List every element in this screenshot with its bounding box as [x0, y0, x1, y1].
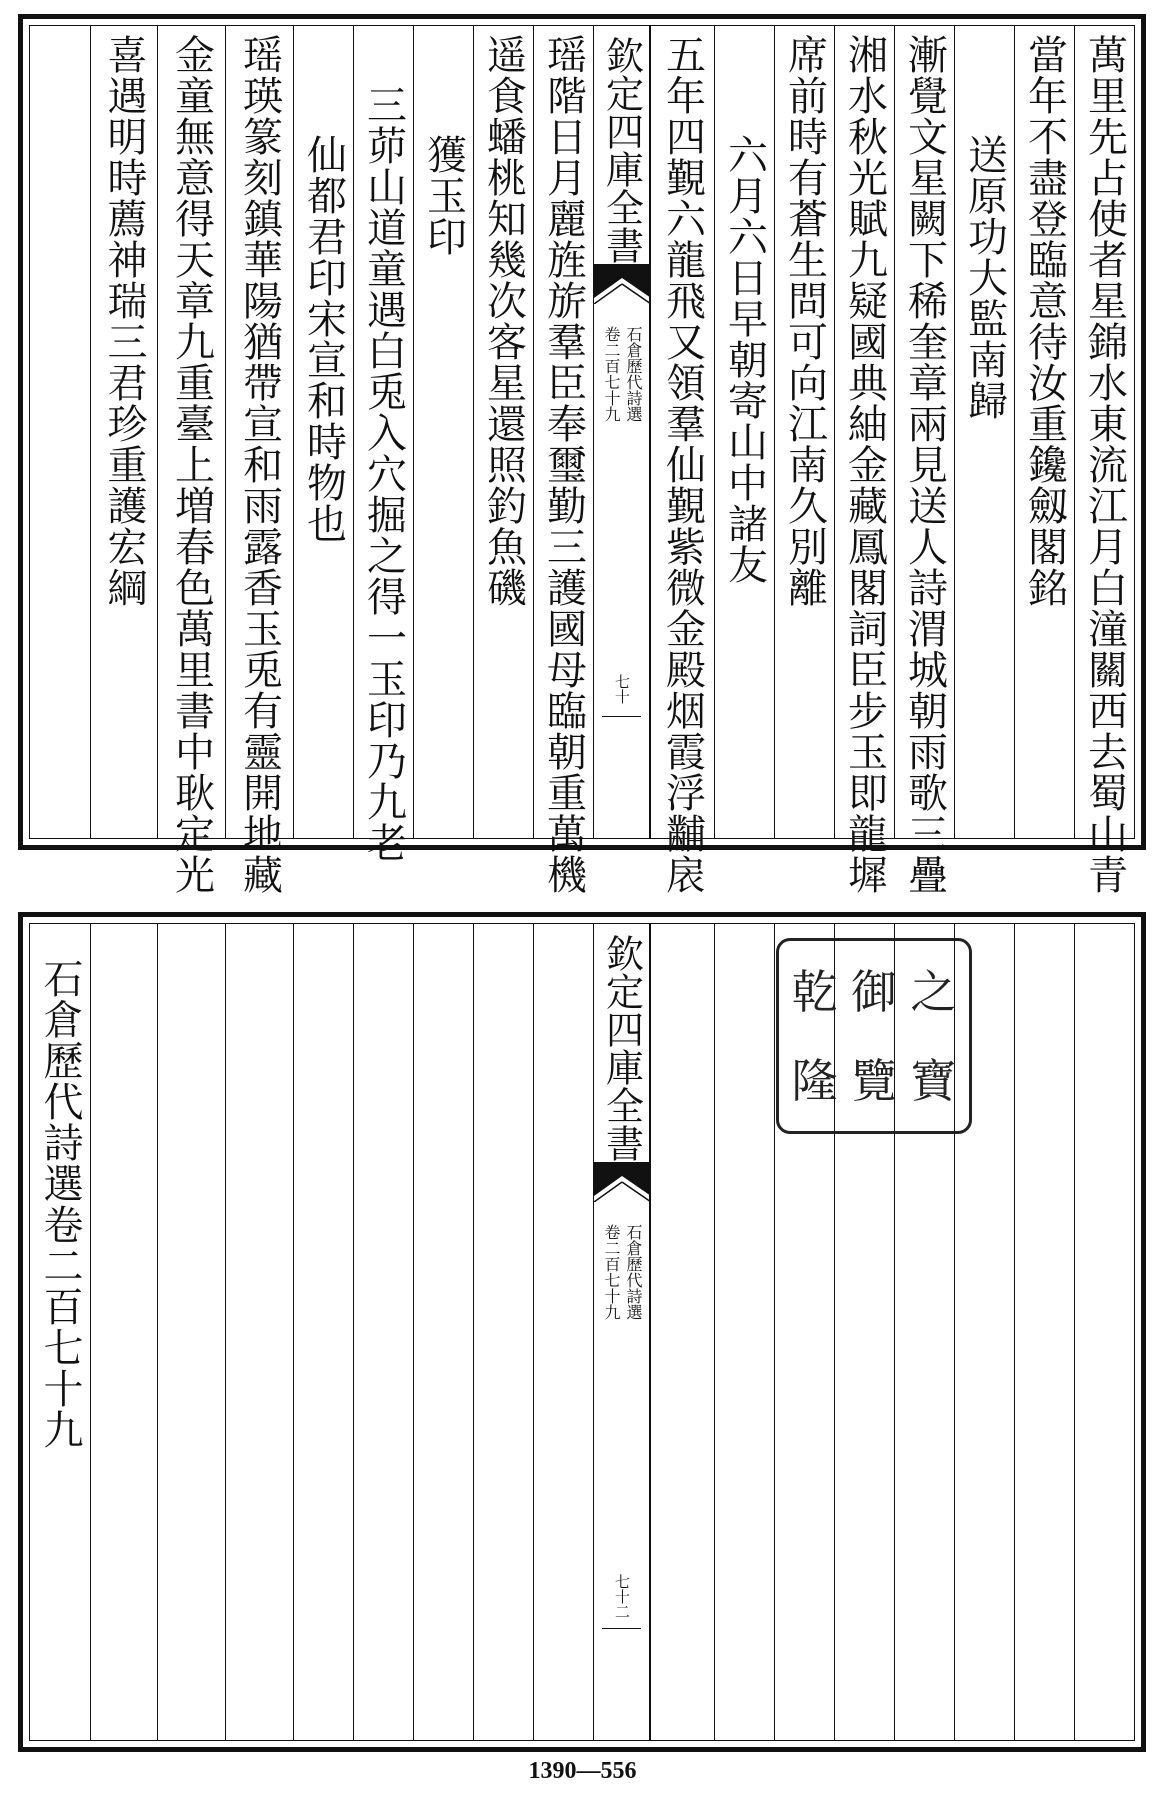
bottom-page [18, 912, 1146, 1752]
imperial-seal-stamp: 之 御 乾 寶 覽 隆 [776, 938, 972, 1134]
folio-rule [602, 716, 641, 717]
text-column: 當年不盡登臨意待汝重鑱劔閣銘 [1014, 26, 1074, 838]
text-column [650, 924, 714, 1740]
text-column: 湘水秋光賦九疑國典紬金藏鳳閣詞臣步玉即龍墀 [834, 26, 894, 838]
folio-rule [602, 1628, 641, 1629]
text-column [90, 924, 157, 1740]
volume-small: 卷二百七十九 [602, 326, 621, 422]
text-column: 遥食蟠桃知幾次客星還照釣魚磯 [473, 26, 533, 838]
bottom-page-frame [29, 923, 1135, 1741]
text-column [157, 924, 225, 1740]
book-title-small: 石倉歷代詩選 [624, 326, 643, 422]
text-column [293, 924, 353, 1740]
collection-title: 欽定四庫全書 [599, 36, 644, 264]
text-column: 萬里先占使者星錦水東流江月白潼關西去蜀山青 [1074, 26, 1134, 838]
text-column: 席前時有蒼生問可向江南久別離 [774, 26, 834, 838]
text-column: 三茆山道童遇白兎入穴掘之得一玉印乃九老 [353, 26, 413, 838]
text-column [413, 924, 473, 1740]
top-page [18, 14, 1146, 895]
page-number-footer: 1390—556 [528, 1758, 637, 1784]
top-page-frame [29, 25, 1135, 895]
text-column: 喜遇明時薦神瑞三君珍重護宏綱 [90, 26, 157, 838]
book-title-small: 石倉歷代詩選 [624, 1224, 643, 1320]
end-title-column [30, 924, 90, 1740]
text-column [225, 924, 293, 1740]
text-column [1014, 924, 1074, 1740]
volume-small: 卷二百七十九 [602, 1224, 621, 1320]
text-column [533, 924, 593, 1740]
text-column: 瑶瑛篆刻鎮華陽猶帶宣和雨露香玉兎有靈開地藏 [225, 26, 293, 838]
text-column: 六月六日早朝寄山中諸友 [714, 26, 774, 838]
text-column [30, 26, 90, 838]
center-strip [593, 26, 650, 838]
text-column: 瑶階日月麗旌旂羣臣奉璽勤三護國母臨朝重萬機 [533, 26, 593, 838]
text-column [714, 924, 774, 1740]
text-column [353, 924, 413, 1740]
folio-number: 七十二 [613, 1574, 631, 1619]
end-title: 石倉歷代詩選卷二百七十九 [37, 958, 83, 1450]
fishtail-mark [594, 264, 651, 304]
collection-title: 欽定四庫全書 [599, 934, 644, 1162]
text-column: 仙都君印宋宣和時物也 [293, 26, 353, 838]
text-column: 漸覺文星闕下稀奎章兩見送人詩渭城朝雨歌三疊 [894, 26, 954, 838]
text-column: 金童無意得天章九重臺上増春色萬里書中耿定光 [157, 26, 225, 838]
text-column: 獲玉印 [413, 26, 473, 838]
folio-number: 七十 [613, 674, 631, 704]
text-column [473, 924, 533, 1740]
text-column [1074, 924, 1134, 1740]
fishtail-mark [594, 1162, 651, 1202]
text-column: 送原功大監南歸 [954, 26, 1014, 838]
text-column: 五年四覲六龍飛又領羣仙覲紫微金殿烟霞浮黼扆 [650, 26, 714, 838]
center-strip [593, 924, 650, 1740]
